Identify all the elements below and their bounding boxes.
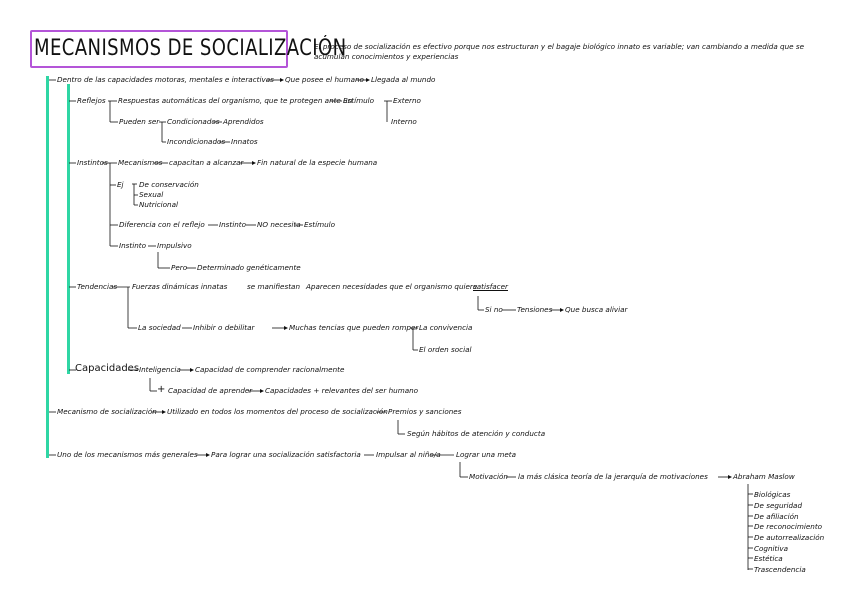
instintos-capacitan: capacitan a alcanzar (169, 158, 244, 167)
tendencias-fuerzas: Fuerzas dinámicas innatas (132, 282, 228, 291)
instintos-instinto2: Instinto (119, 241, 147, 250)
maslow-need: De autorrealización (754, 533, 825, 542)
maslow-need: De reconocimiento (754, 522, 823, 531)
maslow-need: Biológicas (754, 490, 791, 499)
reflejos-interno: Interno (391, 117, 417, 126)
capacidades-plus: + (157, 384, 166, 395)
que-posee-text: Que posee el humano (285, 75, 364, 84)
instintos-diferencia: Diferencia con el reflejo (119, 220, 205, 229)
mecanismo-segun: Según hábitos de atención y conducta (407, 429, 546, 438)
tendencias-se-manifiestan: se manifiestan (247, 282, 300, 291)
intro-text: El proceso de socialización es efectivo porque nos estructuran y el bagaje biológico innato es variable; van cambiando a medida que se acumulan conocimientos y experiencias (314, 42, 805, 61)
tendencias-muchas: Muchas tencias que pueden romper (289, 323, 419, 332)
tendencias-sociedad: La sociedad (138, 323, 181, 332)
instintos-impulsivo: Impulsivo (157, 241, 192, 250)
uno-para-lograr: Para lograr una socialización satisfactoria (211, 450, 361, 459)
reflejos-estimulo: Estímulo (343, 96, 375, 105)
uno-motivacion: Motivación (469, 472, 508, 481)
capacidades-inteligencia: Inteligencia (139, 365, 181, 374)
instintos-label: Instintos (77, 158, 108, 167)
instintos-no-necesita: NO necesita (257, 220, 301, 229)
uno-teoria: la más clásica teoría de la jerarquía de motivaciones (518, 472, 708, 481)
capacidades-comprender: Capacidad de comprender racionalmente (195, 365, 345, 374)
reflejos-pueden-ser: Pueden ser (119, 117, 160, 126)
llegada-text: Llegada al mundo (371, 75, 436, 84)
tendencias-aparecen: Aparecen necesidades que el organismo quiere (306, 282, 478, 291)
instintos-ej: Ej (117, 180, 124, 189)
mecanismo-utilizado: Utilizado en todos los momentos del proceso de socialización (167, 407, 388, 416)
reflejos-condicionados: Condicionados (167, 117, 220, 126)
maslow-need: Trascendencia (754, 565, 806, 574)
mecanismo-label: Mecanismo de socialización (57, 407, 157, 416)
maslow-need: Cognitiva (754, 544, 789, 553)
tendencias-inhibir: Inhibir o debilitar (193, 323, 255, 332)
instintos-conservacion: De conservación (139, 180, 199, 189)
reflejos-respuestas: Respuestas automáticas del organismo, que te protegen ante un (118, 96, 353, 105)
instintos-determinado: Determinado genéticamente (197, 263, 301, 272)
tendencias-busca-aliviar: Que busca aliviar (565, 305, 628, 314)
reflejos-aprendidos: Aprendidos (223, 117, 264, 126)
tendencias-satisfacer: satisfacer (473, 282, 508, 291)
reflejos-label: Reflejos (77, 96, 106, 105)
tendencias-label: Tendencias (77, 282, 118, 291)
reflejos-incondicionados: Incondicionados (167, 137, 226, 146)
page-title: MECANISMOS DE SOCIALIZACIÓN (34, 36, 347, 61)
uno-label: Uno de los mecanismos más generales (57, 450, 198, 459)
maslow-need: De seguridad (754, 501, 803, 510)
tendencias-si-no: Si no (485, 305, 503, 314)
tendencias-orden: El orden social (419, 345, 472, 354)
tendencias-convivencia: La convivencia (419, 323, 473, 332)
reflejos-innatos: Innatos (231, 137, 258, 146)
uno-maslow: Abraham Maslow (733, 472, 795, 481)
capacidades-relevantes: Capacidades + relevantes del ser humano (265, 386, 419, 395)
capacidades-aprender: Capacidad de aprender (168, 386, 253, 395)
instintos-estimulo: Estímulo (304, 220, 336, 229)
maslow-need: Estética (754, 554, 783, 563)
instintos-instinto1: Instinto (219, 220, 247, 229)
capacidades-label: Capacidades (75, 363, 140, 374)
branch-capacidades-label: Dentro de las capacidades motoras, mentales e interactivas (57, 75, 274, 84)
uno-impulsar: Impulsar al niño/a (376, 450, 441, 459)
instintos-nutricional: Nutricional (139, 200, 179, 209)
instintos-pero: Pero (171, 263, 188, 272)
reflejos-externo: Externo (393, 96, 421, 105)
tendencias-tensiones: Tensiones (517, 305, 553, 314)
instintos-fin: Fin natural de la especie humana (257, 158, 378, 167)
maslow-need: De afiliación (754, 512, 799, 521)
instintos-mecanismos: Mecanismos (118, 158, 163, 167)
instintos-sexual: Sexual (139, 190, 164, 199)
mecanismo-premios: Premios y sanciones (388, 407, 462, 416)
uno-lograr-meta: Lograr una meta (456, 450, 517, 459)
